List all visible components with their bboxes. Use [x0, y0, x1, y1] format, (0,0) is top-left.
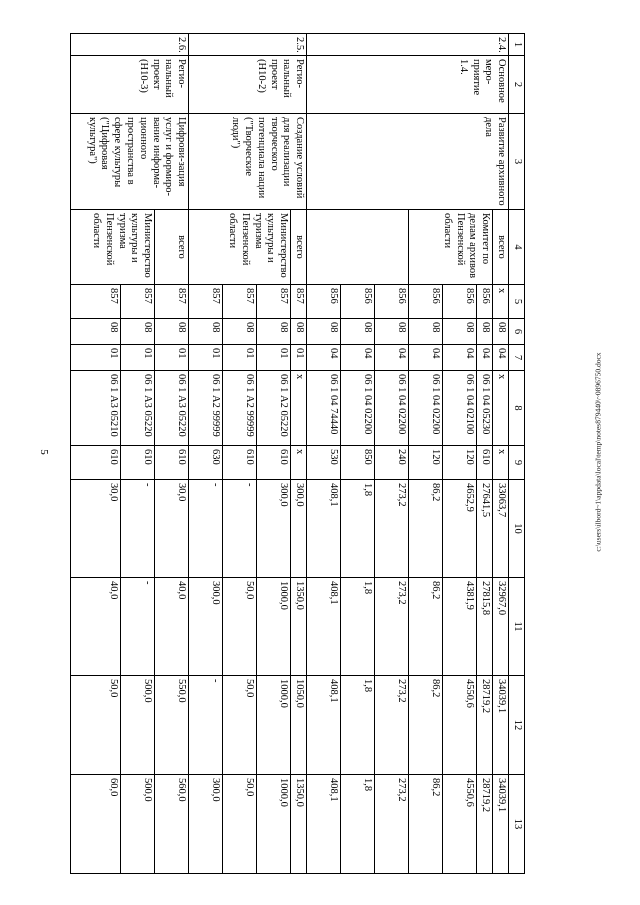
cell: 04	[341, 344, 375, 370]
column-header: 9	[509, 445, 525, 479]
event-type: Основное меро-приятие 1.4.	[307, 55, 509, 113]
table-row	[155, 33, 189, 873]
cell: 08	[443, 318, 477, 344]
event-name: Развитие архивного дела	[307, 113, 509, 209]
cell: -	[189, 675, 223, 774]
cell: 630	[189, 445, 223, 479]
cell: 06 1 А3 05220	[155, 370, 189, 445]
cell: 04	[307, 344, 341, 370]
column-header: 5	[509, 284, 525, 318]
cell: -	[223, 479, 257, 577]
cell: 08	[71, 318, 121, 344]
table-row	[291, 33, 307, 873]
executor-cell: всего	[155, 209, 189, 284]
cell: 01	[121, 344, 155, 370]
cell: 1000,0	[257, 577, 291, 675]
cell: 4652,9	[443, 479, 477, 577]
cell: 08	[291, 318, 307, 344]
row-number: 2.5.	[189, 33, 307, 55]
column-header: 10	[509, 479, 525, 577]
cell: 04	[409, 344, 443, 370]
cell: 300,0	[189, 577, 223, 675]
cell: 04	[493, 344, 509, 370]
cell: 857	[257, 284, 291, 318]
cell: 857	[223, 284, 257, 318]
cell: 30,0	[71, 479, 121, 577]
column-header: 6	[509, 318, 525, 344]
cell: 1350,0	[291, 577, 307, 675]
column-header: 13	[509, 774, 525, 873]
cell: 08	[189, 318, 223, 344]
executor-cell: Министерство культуры и туризма Пензенской области	[71, 209, 155, 284]
cell: 28719,2	[477, 774, 493, 873]
cell: 08	[493, 318, 509, 344]
row-number: 2.4.	[307, 33, 509, 55]
cell: 240	[375, 445, 409, 479]
column-header: 3	[509, 113, 525, 209]
cell: 04	[477, 344, 493, 370]
cell: 01	[71, 344, 121, 370]
budget-table	[70, 33, 525, 874]
cell: 27641,5	[477, 479, 493, 577]
column-header: 12	[509, 675, 525, 774]
cell: 06 1 04 02100	[443, 370, 477, 445]
cell: -	[121, 479, 155, 577]
cell: 273,2	[375, 479, 409, 577]
cell: 01	[291, 344, 307, 370]
cell: х	[291, 445, 307, 479]
cell: 857	[121, 284, 155, 318]
cell: 273,2	[375, 774, 409, 873]
cell: 08	[307, 318, 341, 344]
cell: 850	[341, 445, 375, 479]
cell: 06 1 А3 05210	[71, 370, 121, 445]
cell: 01	[189, 344, 223, 370]
cell: 08	[257, 318, 291, 344]
cell: 1,8	[341, 479, 375, 577]
page-number: 5	[38, 449, 50, 455]
cell: -	[189, 479, 223, 577]
cell: 500,0	[121, 774, 155, 873]
cell: 857	[71, 284, 121, 318]
cell: 86,2	[409, 774, 443, 873]
cell: 06 1 А2 99999	[223, 370, 257, 445]
cell: 08	[121, 318, 155, 344]
column-number-row	[509, 33, 525, 873]
cell: 40,0	[71, 577, 121, 675]
cell: 08	[223, 318, 257, 344]
cell: 120	[443, 445, 477, 479]
cell: -	[121, 577, 155, 675]
cell: 610	[223, 445, 257, 479]
cell: 34039,1	[493, 675, 509, 774]
cell: 08	[409, 318, 443, 344]
cell: 610	[155, 445, 189, 479]
cell: 300,0	[291, 479, 307, 577]
cell: 86,2	[409, 479, 443, 577]
column-header: 8	[509, 370, 525, 445]
cell: 408,1	[307, 577, 341, 675]
cell: 06 1 04 02200	[375, 370, 409, 445]
cell: х	[291, 370, 307, 445]
cell: 34039,1	[493, 774, 509, 873]
column-header: 4	[509, 209, 525, 284]
cell: 4381,9	[443, 577, 477, 675]
column-header: 2	[509, 55, 525, 113]
cell: 273,2	[375, 577, 409, 675]
cell: 01	[155, 344, 189, 370]
cell: 610	[257, 445, 291, 479]
cell: 01	[257, 344, 291, 370]
cell: 1350,0	[291, 774, 307, 873]
cell: 06 1 04 05230	[477, 370, 493, 445]
executor-cell: всего	[493, 209, 509, 284]
cell: 06 1 А2 99999	[189, 370, 223, 445]
cell: 50,0	[71, 675, 121, 774]
column-header: 11	[509, 577, 525, 675]
cell: 1000,0	[257, 675, 291, 774]
cell: 856	[375, 284, 409, 318]
cell: 32967,0	[493, 577, 509, 675]
event-name: Создание условий для реализации творческого потенциала нации ("Творческие люди")	[189, 113, 307, 209]
cell: 857	[189, 284, 223, 318]
cell: 300,0	[189, 774, 223, 873]
cell: 856	[409, 284, 443, 318]
cell: 610	[121, 445, 155, 479]
cell: 408,1	[307, 479, 341, 577]
cell: 06 1 04 02200	[409, 370, 443, 445]
cell: 856	[443, 284, 477, 318]
cell: 550,0	[155, 675, 189, 774]
table-row	[493, 33, 509, 873]
cell: 06 1 А3 05220	[121, 370, 155, 445]
cell: 4550,6	[443, 774, 477, 873]
cell: 610	[71, 445, 121, 479]
cell: 01	[223, 344, 257, 370]
cell: 06 1 04 74440	[307, 370, 341, 445]
cell: 08	[341, 318, 375, 344]
cell: 08	[375, 318, 409, 344]
executor-cell: Министерство культуры и туризма Пензенской области	[189, 209, 291, 284]
cell: 408,1	[307, 675, 341, 774]
cell: 06 1 04 02200	[341, 370, 375, 445]
executor-cell: всего	[291, 209, 307, 284]
event-type: Регио-нальный проект (Н10-3)	[71, 55, 189, 113]
cell: 08	[155, 318, 189, 344]
cell: 1000,0	[257, 774, 291, 873]
cell: 857	[155, 284, 189, 318]
executor-cell: Комитет по делам архивов Пензенской области	[409, 209, 493, 284]
cell: 50,0	[223, 675, 257, 774]
cell: 50,0	[223, 577, 257, 675]
cell: 610	[477, 445, 493, 479]
cell: 856	[477, 284, 493, 318]
cell: 273,2	[375, 675, 409, 774]
cell: 856	[307, 284, 341, 318]
cell: 30,0	[155, 479, 189, 577]
row-number: 2.6.	[71, 33, 189, 55]
cell: 50,0	[223, 774, 257, 873]
cell: 1,8	[341, 774, 375, 873]
cell: 1050,0	[291, 675, 307, 774]
cell: 856	[341, 284, 375, 318]
cell: 1,8	[341, 675, 375, 774]
cell: 4550,6	[443, 675, 477, 774]
cell: 408,1	[307, 774, 341, 873]
cell: 27815,8	[477, 577, 493, 675]
cell: 33063,7	[493, 479, 509, 577]
cell: 60,0	[71, 774, 121, 873]
column-header: 7	[509, 344, 525, 370]
cell: 500,0	[121, 675, 155, 774]
cell: 857	[291, 284, 307, 318]
event-name: Цифрови-зация услуг и формиро-вание информа-ционного пространства в сфере культуры ("Цифровая культура")	[71, 113, 189, 209]
cell: х	[493, 445, 509, 479]
cell: 560,0	[155, 774, 189, 873]
cell: 86,2	[409, 675, 443, 774]
cell: 08	[477, 318, 493, 344]
cell: 300,0	[257, 479, 291, 577]
rotated-table-container	[86, 33, 525, 873]
cell: х	[493, 370, 509, 445]
executor-cell-empty	[307, 209, 409, 284]
event-type: Регио-нальный проект (Н10-2)	[189, 55, 307, 113]
cell: 06 1 А2 05220	[257, 370, 291, 445]
cell: 40,0	[155, 577, 189, 675]
cell: 04	[375, 344, 409, 370]
footer-file-path: c:\users\ilbord~1\appdata\local\temp\notes879440\~0896750.docx	[593, 352, 603, 552]
cell: 28719,2	[477, 675, 493, 774]
cell: 120	[409, 445, 443, 479]
column-header: 1	[509, 33, 525, 55]
cell: 04	[443, 344, 477, 370]
cell: 1,8	[341, 577, 375, 675]
cell: 86,2	[409, 577, 443, 675]
cell: 530	[307, 445, 341, 479]
cell: х	[493, 284, 509, 318]
